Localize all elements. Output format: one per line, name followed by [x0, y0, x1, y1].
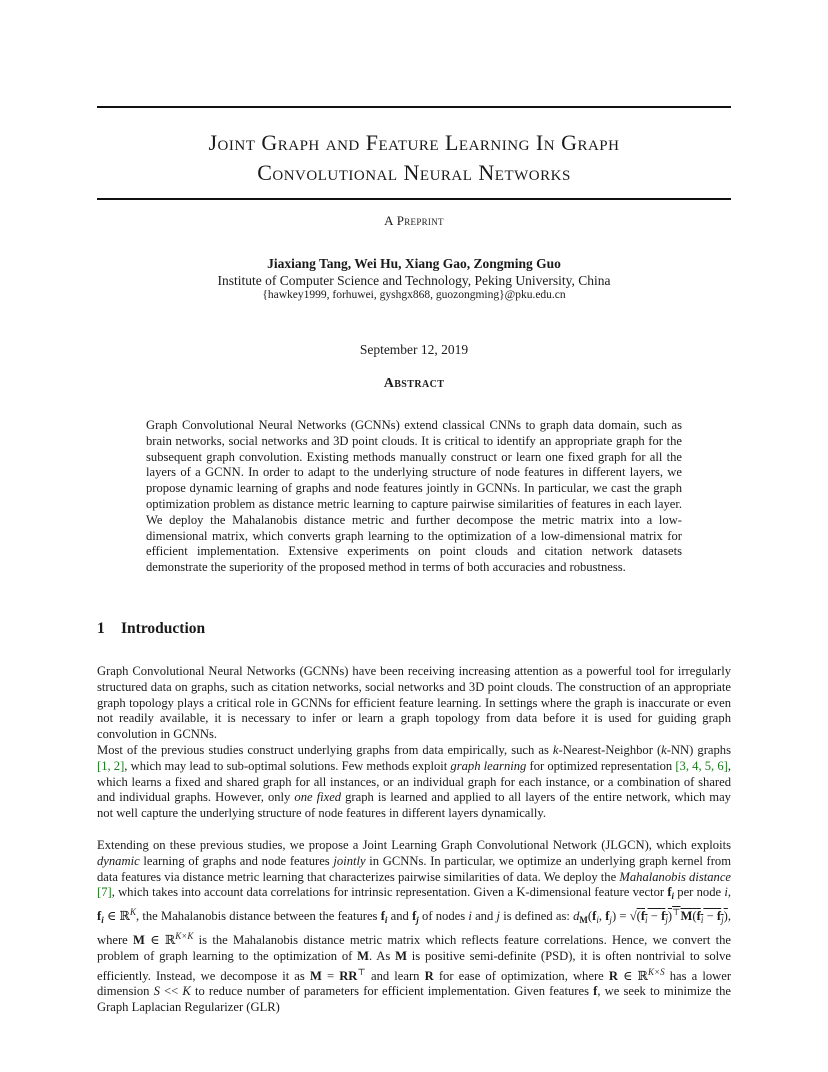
affiliation: Institute of Computer Science and Technology, Peking University, China: [217, 273, 611, 288]
text-span: per node: [674, 885, 725, 900]
text-span: , which learns a fixed and shared graph for all instances, or an individual graph for each instance, or a combination of shared and individual graphs. However, only: [97, 758, 732, 805]
text-span: to reduce number of parameters for efficient implementation. Given features: [190, 984, 594, 999]
math-i: i: [468, 909, 472, 924]
math-f: f: [593, 984, 598, 999]
text-span: graph is learned and applied to all layers of the entire network, which may not well capture the underlying structure of node features in different layers dynamically.: [97, 790, 731, 821]
math-fi: $f_i$: [380, 909, 388, 926]
math-r-in-r: R ∈ ℝ$^{K\times S}$: [608, 966, 665, 983]
author-list: Jiaxiang Tang, Wei Hu, Xiang Gao, Zongming Guo: [267, 256, 561, 271]
math-j: j: [496, 909, 501, 924]
math-k: k: [661, 743, 667, 757]
emphasis: graph learning: [450, 758, 527, 773]
text-span: -Nearest-Neighbor (: [558, 743, 662, 757]
intro-paragraph-3: Extending on these previous studies, we propose a Joint Learning Graph Convolutional Network (JLGCN), which exploits dynamic learning of graphs and node features jointly in GCNNs. In particular, we optimize an underlying graph kernel from data features via distance metric learning that characterizes pairwise similarities of data. We deploy the Mahalanobis distance [7], which takes into account data correlations for intrinsic representation. Given a K-dimensional feature vector $f_i$ per node i, $f_i$ ∈ ℝ$^K$, the Mahalanobis distance between the features $f_i$ and $f_j$ of nodes i and j is defined as: $d_M(f_i$, $f_j) = √(f_i - f_j)^⊤M(f_i - f_j)$, where M ∈ ℝ$^{K\times K}$ is the Mahalanobis distance metric matrix which reflects feature correlations. Hence, we convert the problem of graph learning to the optimization of M. As M is positive semi-definite (PSD), it is often nontrivial to solve efficiently. Instead, we decompose it as M = RR⊤ and learn R for ease of optimization, where R ∈ ℝ$^{K\times S}$ has a lower dimension S << K to reduce number of parameters for efficient implementation. Given features f, we seek to minimize the Graph Laplacian Regularizer (GLR): [97, 838, 732, 1015]
math-mahalanobis-formula: $d_M(f_i$, $f_j) = √(f_i - f_j)^⊤M(f_i - f_j)$: [573, 907, 728, 926]
text-span: has a lower dimension: [97, 968, 732, 999]
text-span: Most of the previous studies construct underlying graphs from data empirically, such as: [97, 743, 553, 757]
math-m-equals-rrt: M = RR⊤: [309, 966, 366, 983]
math-fi: $f_i$: [667, 885, 675, 902]
emphasis: dynamic: [97, 853, 140, 868]
text-span: for ease of optimization, where: [433, 968, 609, 983]
text-span: , which may lead to sub-optimal solutions. Few methods exploit: [124, 758, 451, 773]
emphasis: jointly: [333, 853, 366, 868]
math-k: k: [552, 743, 559, 757]
section-number: 1: [97, 620, 105, 637]
emphasis: Mahalanobis distance: [619, 869, 731, 884]
publication-date: September 12, 2019: [359, 342, 469, 357]
text-span: is the Mahalanobis distance metric matrix which reflects feature correlations. Hence, we convert the problem of graph learning to the optimization of: [97, 932, 731, 963]
title-top-rule: [97, 106, 731, 108]
paper-title: [97, 128, 731, 188]
author-emails: {hawkey1999, forhuwei, gyshgx868, guozongming}@pku.edu.cn: [262, 289, 566, 301]
text-span: is defined as:: [500, 909, 574, 924]
title-line-2: Convolutional Neural Networks: [257, 160, 571, 185]
math-fj: $f_j$: [412, 909, 419, 926]
text-span: Extending on these previous studies, we propose a Joint Learning Graph Convolutional Network (JLGCN), which exploits: [97, 838, 731, 852]
title-bottom-rule: [97, 198, 731, 200]
text-span: , where: [97, 909, 731, 947]
section-heading-introduction: [97, 620, 205, 638]
preprint-label: A Preprint: [384, 213, 444, 228]
math-i: i: [724, 885, 728, 900]
text-span: -NN) graphs: [666, 743, 731, 757]
text-span: and: [471, 909, 497, 924]
math-m-in-r: M ∈ ℝ$^{K\times K}$: [133, 930, 194, 947]
emphasis: one fixed: [294, 790, 342, 805]
text-span: , which takes into account data correlations for intrinsic representation. Given a K-dimensional feature vector: [111, 885, 668, 900]
citation-link[interactable]: [7]: [97, 885, 112, 900]
intro-paragraph-1: Graph Convolutional Neural Networks (GCNNs) have been receiving increasing attention as a powerful tool for irregularly structured data on graphs, such as citation networks, social networks and 3D point clouds. The construction of an appropriate graph topology plays a critical role in GCNNs for efficient feature learning. In settings where the graph is inaccurate or even not readily available, it is necessary to infer or learn a graph topology from data before it is used for guiding graph convolution in GCNNs.: [97, 664, 731, 742]
title-line-1: Joint Graph and Feature Learning In Graph: [208, 130, 620, 155]
text-span: of nodes: [418, 909, 469, 924]
math-m: M: [395, 948, 407, 963]
text-span: , the Mahalanobis distance between the features: [136, 909, 381, 924]
abstract-text: Graph Convolutional Neural Networks (GCNNs) extend classical CNNs to graph data domain, such as brain networks, social networks and 3D point clouds. It is critical to identify an appropriate graph for the subsequent graph convolution. Existing methods manually construct or learn one fixed graph for all the layers of a GCNN. In order to adapt to the underlying structure of node features in different layers, we propose dynamic learning of graphs and node features jointly in GCNNs. In particular, we cast the graph optimization problem as distance metric learning to capture pairwise similarities of features in each layer. We deploy the Mahalanobis distance metric and further decompose the metric matrix into a low-dimensional matrix, which converts graph learning to the optimization of a low-dimensional matrix for efficient implementation. Extensive experiments on point clouds and citation network datasets demonstrate the superiority of the proposed method in terms of both accuracies and robustness.: [146, 418, 682, 575]
text-span: , we seek to minimize the Graph Laplacian Regularizer (GLR): [97, 984, 731, 1015]
text-span: is positive semi-definite (PSD), it is often nontrivial to solve efficiently. Instead, we decompose it as: [97, 948, 732, 983]
text-span: in GCNNs. In particular, we optimize an underlying graph kernel from data features via distance metric learning that characterizes pairwise similarities of data. We deploy the: [97, 853, 731, 884]
text-span: for optimized representation: [526, 758, 676, 773]
math-r: R: [424, 968, 434, 983]
citation-link[interactable]: [1, 2]: [97, 758, 125, 773]
section-title: Introduction: [121, 620, 206, 637]
math-s-less-k: S << K: [153, 984, 191, 999]
citation-link[interactable]: [3, 4, 5, 6]: [675, 758, 728, 773]
text-span: and: [387, 909, 413, 924]
text-span: . As: [369, 948, 396, 963]
math-fi: $f_i$: [97, 909, 104, 926]
intro-paragraph-2: [97, 743, 731, 822]
abstract-heading: Abstract: [383, 376, 445, 391]
math-m: M: [357, 948, 370, 963]
text-span: and learn: [365, 968, 425, 983]
text-span: learning of graphs and node features: [139, 853, 334, 868]
